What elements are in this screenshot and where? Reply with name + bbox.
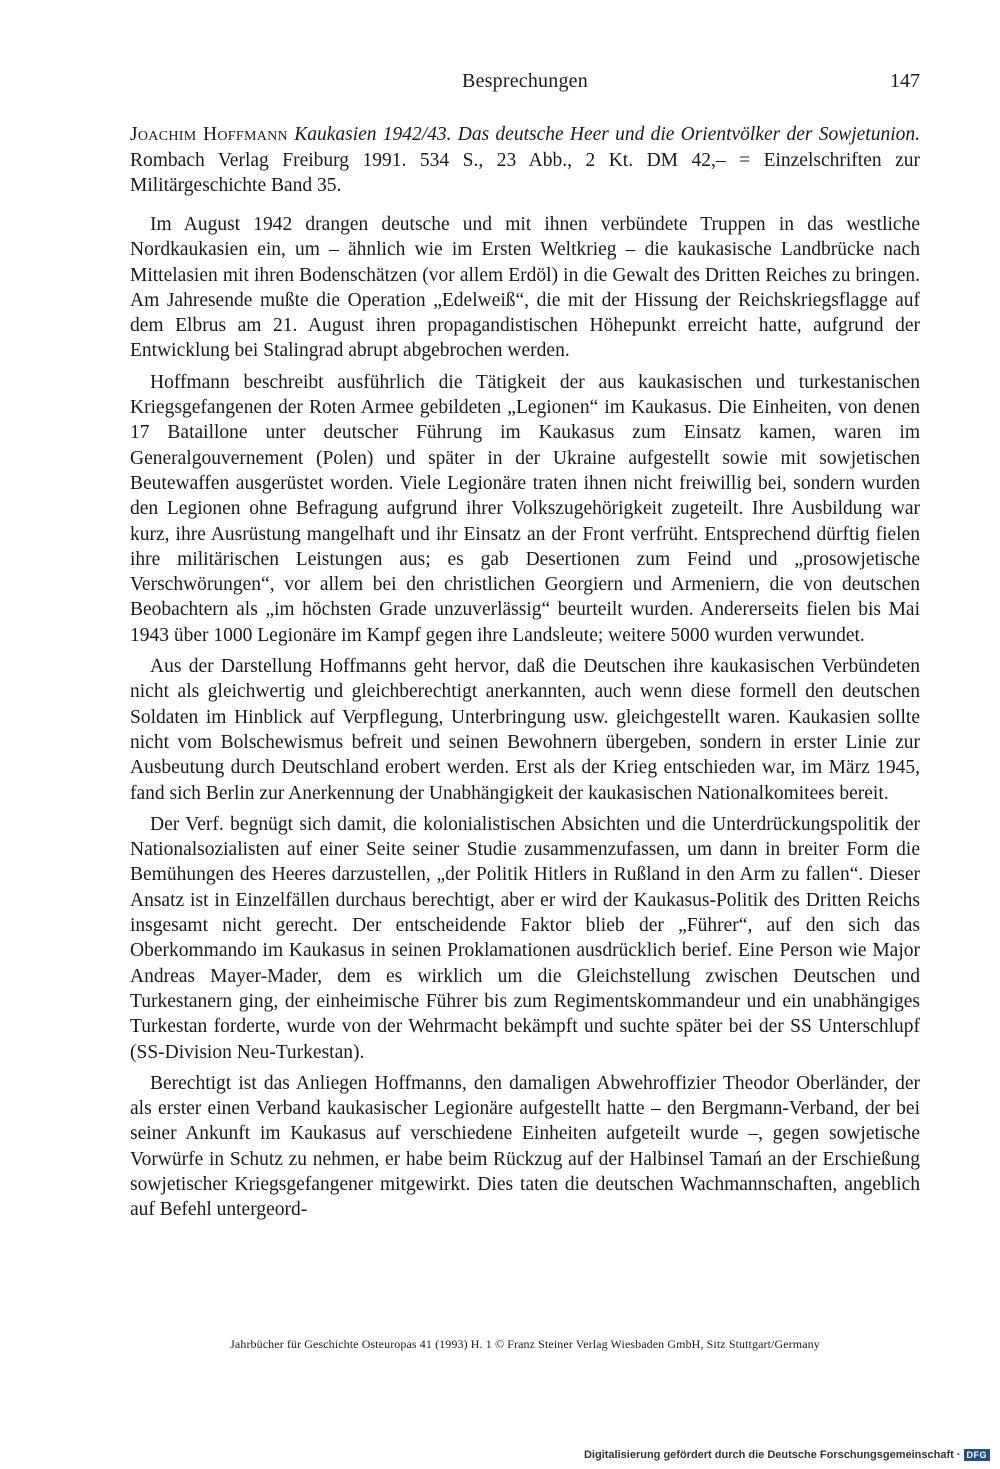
funding-note [584, 1449, 990, 1461]
paragraph: Hoffmann beschreibt ausführlich die Tätigkeit der aus kaukasischen und turkestanischen Kriegsgefangenen der Roten Armee gebildeten „Legionen“ im Kaukasus. Die Einheiten, von denen 17 Bataillone unter deutscher Führung im Kaukasus zum Einsatz kamen, waren im Generalgouvernement (Polen) und später in der Ukraine aufgestellt sowie mit sowjetischen Beutewaffen ausgerüstet worden. Viele Legionäre traten ihnen nicht freiwillig bei, sondern wurden den Legionen ohne Befragung aufgrund ihrer Volkszugehörigkeit zugeteilt. Ihre Ausbildung war kurz, ihre Ausrüstung mangelhaft und ihr Einsatz an der Front verfrüht. Entsprechend dürftig fielen ihre militärischen Leistungen aus; es gab Desertionen zum Feind und „prosowjetische Verschwörungen“, vor allem bei den christlichen Georgiern und Armeniern, die von deutschen Beobachtern als „im höchsten Grade unzuverlässig“ beurteilt wurden. Andererseits fielen bis Mai 1943 über 1000 Legionäre im Kampf gegen ihre Landsleute; weitere 5000 wurden verwundet. [130, 371, 920, 646]
journal-footer: Jahrbücher für Geschichte Osteuropas 41 (1993) H. 1 © Franz Steiner Verlag Wiesbaden GmbH, Sitz Stuttgart/Germany [230, 1337, 820, 1351]
page-header [130, 70, 920, 100]
paragraph: Berechtigt ist das Anliegen Hoffmanns, den damaligen Abwehroffizier Theodor Oberländer, der als erster einen Verband kaukasischer Legionäre aufgestellt hatte – den Bergmann-Verband, der bei seiner Ankunft im Kaukasus auf verschiedene Einheiten aufgeteilt wurde –, gegen sowjetische Vorwürfe in Schutz zu nehmen, er habe beim Rückzug auf der Halbinsel Tamań an der Erschießung sowjetischer Kriegsgefangener mitgewirkt. Dies taten die deutschen Wachmannschaften, angeblich auf Befehl untergeord- [130, 1072, 920, 1221]
citation-title: Kaukasien 1942/43. Das deutsche Heer und die Orientvölker der Sowjetunion. [294, 124, 920, 145]
running-head: Besprechungen [462, 70, 588, 92]
citation-details: Rombach Verlag Freiburg 1991. 534 S., 23 Abb., 2 Kt. DM 42,– = Einzelschriften zur Militärgeschichte Band 35. [130, 149, 920, 196]
review-citation [130, 122, 920, 199]
citation-author: Joachim Hoffmann [130, 124, 288, 145]
paragraph: Der Verf. begnügt sich damit, die kolonialistischen Absichten und die Unterdrückungspolitik der Nationalsozialisten auf einer Seite seiner Studie zusammenzufassen, um dann in breiter Form die Bemühungen des Heeres darzustellen, „der Politik Hitlers in Rußland in den Arm zu fallen“. Dieser Ansatz ist in Einzelfällen durchaus berechtigt, aber er wird der Kaukasus-Politik des Dritten Reichs insgesamt nicht gerecht. Der entscheidende Faktor blieb der „Führer“, auf den sich das Oberkommando im Kaukasus in seinen Proklamationen ausdrücklich berief. Eine Person wie Major Andreas Mayer-Mader, dem es wirklich um die Gleichstellung zwischen Deutschen und Turkestanern ging, der einheimische Führer bis zum Regimentskommandeur und ein unabhängiges Turkestan forderte, wurde von der Wehrmacht bekämpft und suchte später bei der SS Unterschlupf (SS-Division Neu-Turkestan). [130, 813, 920, 1063]
review-body [130, 212, 920, 1229]
paragraph: Aus der Darstellung Hoffmanns geht hervor, daß die Deutschen ihre kaukasischen Verbündeten nicht als gleichwertig und gleichberechtigt anerkannten, auch wenn diese formell den deutschen Soldaten im Hinblick auf Verpflegung, Unterbringung usw. gleichgestellt waren. Kaukasien sollte nicht vom Bolschewismus befreit und seinen Bewohnern übergeben, sondern in erster Linie zur Ausbeutung durch Deutschland erobert werden. Erst als der Krieg entschieden war, im März 1945, fand sich Berlin zur Anerkennung der Unabhängigkeit der kaukasischen Nationalkomitees bereit. [130, 656, 920, 804]
paragraph: Im August 1942 drangen deutsche und mit ihnen verbündete Truppen in das westliche Nordkaukasien ein, um – ähnlich wie im Ersten Weltkrieg – die kaukasische Landbrücke nach Mittelasien mit ihren Bodenschätzen (vor allem Erdöl) in die Gewalt des Dritten Reiches zu bringen. Am Jahresende mußte die Operation „Edelweiß“, die mit der Hissung der Reichskriegsflagge auf dem Elbrus am 21. August ihren propagandistischen Höhepunkt erreicht hatte, aufgrund der Entwicklung bei Stalingrad abrupt abgebrochen werden. [130, 214, 920, 362]
dfg-logo: DFG [964, 1449, 991, 1461]
funding-text: Digitalisierung gefördert durch die Deutsche Forschungsgemeinschaft · [583, 1449, 961, 1461]
page-number: 147 [890, 70, 920, 92]
